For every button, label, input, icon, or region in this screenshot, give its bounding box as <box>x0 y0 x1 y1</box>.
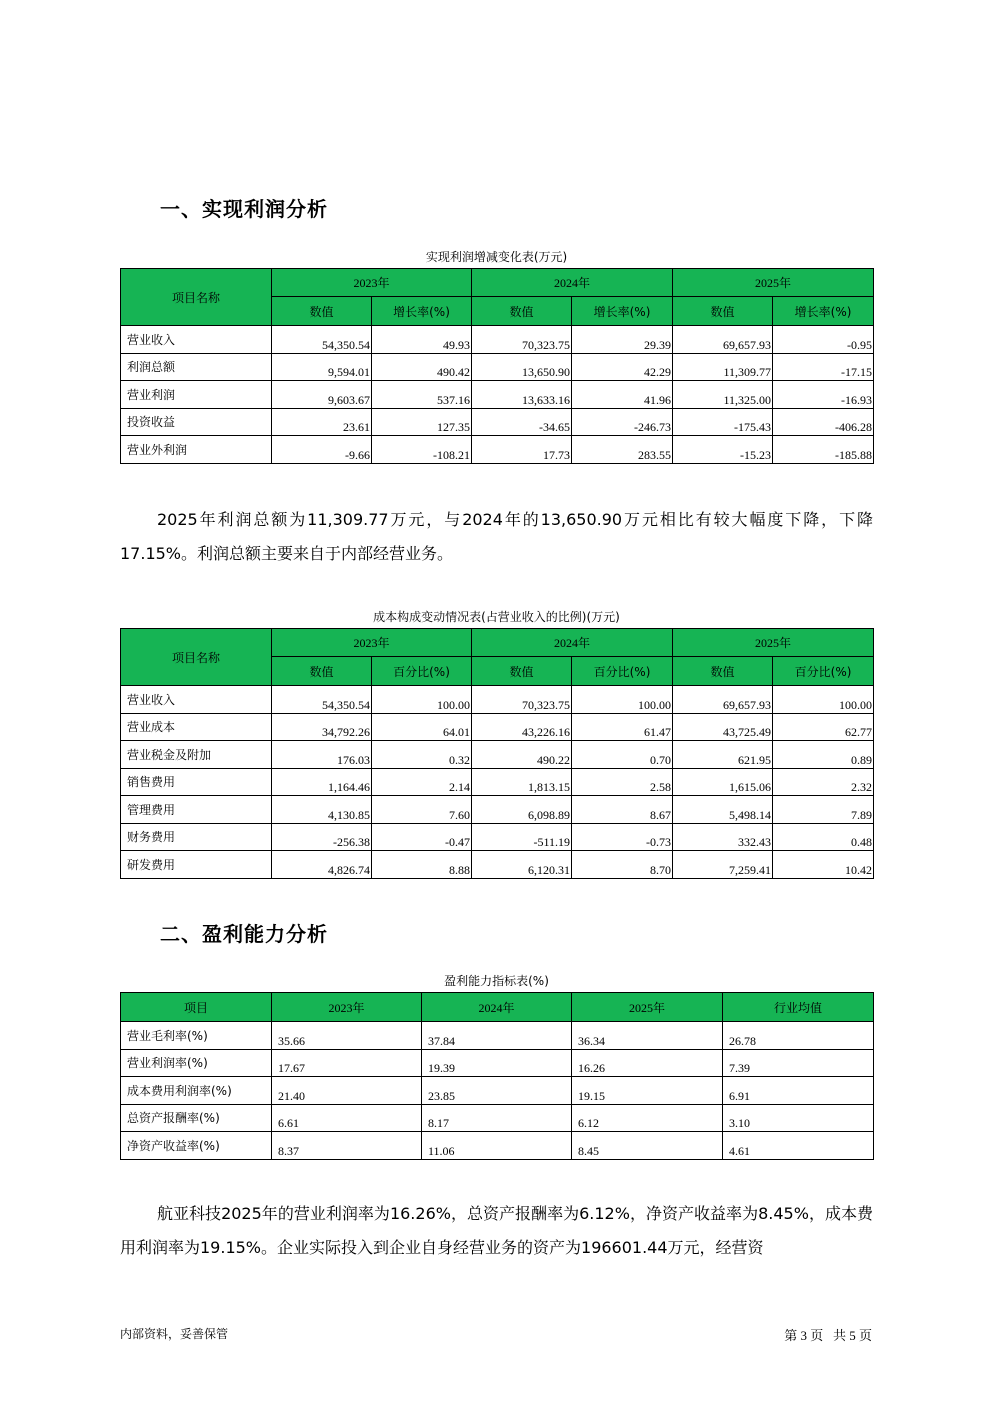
table-cell: -0.95 <box>773 326 874 354</box>
table-cell: 37.84 <box>422 1022 572 1050</box>
table-cell: -9.66 <box>272 436 372 464</box>
column-header: 行业均值 <box>723 993 874 1022</box>
table-cell: 2.32 <box>773 768 874 796</box>
table-row <box>121 408 874 436</box>
table-cell: 26.78 <box>723 1022 874 1050</box>
sub-header: 百分比(%) <box>773 657 874 686</box>
table-cell: 54,350.54 <box>272 686 372 714</box>
table-cell: 8.70 <box>572 851 673 879</box>
row-label: 投资收益 <box>121 408 272 436</box>
table-row <box>121 326 874 354</box>
table-cell: -175.43 <box>673 408 773 436</box>
row-label: 营业利润率(%) <box>121 1049 272 1077</box>
table-cell: 11,309.77 <box>673 353 773 381</box>
column-header: 2025年 <box>572 993 723 1022</box>
table-cell: -246.73 <box>572 408 673 436</box>
table-cell: 35.66 <box>272 1022 422 1050</box>
row-label: 营业外利润 <box>121 436 272 464</box>
table-cell: 7.39 <box>723 1049 874 1077</box>
row-label: 财务费用 <box>121 823 272 851</box>
row-label: 成本费用利润率(%) <box>121 1077 272 1105</box>
table-cell: 17.73 <box>472 436 572 464</box>
table-cell: 64.01 <box>372 713 472 741</box>
table-cell: 6.61 <box>272 1104 422 1132</box>
row-label: 营业成本 <box>121 713 272 741</box>
table-row <box>121 1132 874 1160</box>
table-row <box>121 796 874 824</box>
sub-header: 数值 <box>472 297 572 326</box>
table-cell: 62.77 <box>773 713 874 741</box>
table-row <box>121 768 874 796</box>
table-cell: -511.19 <box>472 823 572 851</box>
table-cell: 8.88 <box>372 851 472 879</box>
table-cell: 29.39 <box>572 326 673 354</box>
profit-paragraph <box>120 503 873 571</box>
profit-change-table <box>120 268 874 464</box>
sub-header: 增长率(%) <box>372 297 472 326</box>
table-row <box>121 381 874 409</box>
table-row <box>121 741 874 769</box>
section2-heading: 二、盈利能力分析 <box>160 922 328 946</box>
paragraph-text: 航亚科技2025年的营业利润率为16.26%，总资产报酬率为6.12%，净资产收益率为8.45%，成本费用利润率为19.15%。企业实际投入到企业自身经营业务的资产为196601.44万元，经营资 <box>120 1204 873 1257</box>
table-row <box>121 353 874 381</box>
sub-header: 数值 <box>673 297 773 326</box>
table-cell: 332.43 <box>673 823 773 851</box>
table-cell: 8.37 <box>272 1132 422 1160</box>
table-cell: 127.35 <box>372 408 472 436</box>
table-cell: 34,792.26 <box>272 713 372 741</box>
table-cell: 100.00 <box>773 686 874 714</box>
table-cell: 42.29 <box>572 353 673 381</box>
table-row <box>121 823 874 851</box>
sub-header: 数值 <box>272 657 372 686</box>
table-cell: 11.06 <box>422 1132 572 1160</box>
table-cell: 100.00 <box>372 686 472 714</box>
year-header: 2023年 <box>272 269 472 297</box>
table-cell: 3.10 <box>723 1104 874 1132</box>
table-row <box>121 1104 874 1132</box>
table-cell: 6.91 <box>723 1077 874 1105</box>
year-header: 2025年 <box>673 269 874 297</box>
table-row <box>121 1077 874 1105</box>
table-cell: -15.23 <box>673 436 773 464</box>
table-cell: -34.65 <box>472 408 572 436</box>
table-cell: 8.45 <box>572 1132 723 1160</box>
row-label: 营业收入 <box>121 326 272 354</box>
year-header: 2023年 <box>272 629 472 657</box>
table-cell: 13,650.90 <box>472 353 572 381</box>
profitability-table <box>120 992 874 1160</box>
table-cell: 49.93 <box>372 326 472 354</box>
table-cell: 8.17 <box>422 1104 572 1132</box>
table-cell: 41.96 <box>572 381 673 409</box>
item-name-header: 项目名称 <box>121 269 272 326</box>
table-cell: 43,725.49 <box>673 713 773 741</box>
table-row <box>121 1022 874 1050</box>
table-cell: 69,657.93 <box>673 326 773 354</box>
table-row <box>121 686 874 714</box>
sub-header: 数值 <box>673 657 773 686</box>
table-cell: 36.34 <box>572 1022 723 1050</box>
table-cell: -108.21 <box>372 436 472 464</box>
table-cell: 23.85 <box>422 1077 572 1105</box>
table-cell: 621.95 <box>673 741 773 769</box>
year-header: 2024年 <box>472 629 673 657</box>
sub-header: 数值 <box>272 297 372 326</box>
row-label: 研发费用 <box>121 851 272 879</box>
table-cell: 69,657.93 <box>673 686 773 714</box>
table-cell: -0.73 <box>572 823 673 851</box>
table-cell: 70,323.75 <box>472 326 572 354</box>
row-label: 利润总额 <box>121 353 272 381</box>
table-cell: 9,603.67 <box>272 381 372 409</box>
section1-heading: 一、实现利润分析 <box>160 197 328 221</box>
sub-header: 数值 <box>472 657 572 686</box>
table-cell: 17.67 <box>272 1049 422 1077</box>
table-cell: 54,350.54 <box>272 326 372 354</box>
table-cell: 7.60 <box>372 796 472 824</box>
table-row <box>121 713 874 741</box>
footer-page-number: 第 3 页 共 5 页 <box>784 1328 872 1343</box>
sub-header: 百分比(%) <box>372 657 472 686</box>
year-header: 2025年 <box>673 629 874 657</box>
table-cell: 6,098.89 <box>472 796 572 824</box>
row-label: 营业税金及附加 <box>121 741 272 769</box>
sub-header: 增长率(%) <box>773 297 874 326</box>
table-cell: 19.39 <box>422 1049 572 1077</box>
table-cell: 537.16 <box>372 381 472 409</box>
row-label: 管理费用 <box>121 796 272 824</box>
table-cell: -185.88 <box>773 436 874 464</box>
table-cell: 0.48 <box>773 823 874 851</box>
row-label: 净资产收益率(%) <box>121 1132 272 1160</box>
table-cell: 13,633.16 <box>472 381 572 409</box>
table-cell: 2.14 <box>372 768 472 796</box>
table-cell: 19.15 <box>572 1077 723 1105</box>
table-cell: -256.38 <box>272 823 372 851</box>
table-cell: 100.00 <box>572 686 673 714</box>
year-header: 2024年 <box>472 269 673 297</box>
table-cell: 1,813.15 <box>472 768 572 796</box>
item-name-header: 项目名称 <box>121 629 272 686</box>
profitability-paragraph <box>120 1197 873 1265</box>
table-cell: 11,325.00 <box>673 381 773 409</box>
table-cell: 283.55 <box>572 436 673 464</box>
table-cell: 7,259.41 <box>673 851 773 879</box>
table-cell: 490.42 <box>372 353 472 381</box>
table-row <box>121 1049 874 1077</box>
table-cell: 2.58 <box>572 768 673 796</box>
column-header: 2023年 <box>272 993 422 1022</box>
table-cell: 4.61 <box>723 1132 874 1160</box>
table-cell: 7.89 <box>773 796 874 824</box>
table3-caption: 盈利能力指标表(%) <box>444 974 549 988</box>
table2-caption: 成本构成变动情况表(占营业收入的比例)(万元) <box>373 610 620 624</box>
table-cell: 70,323.75 <box>472 686 572 714</box>
row-label: 销售费用 <box>121 768 272 796</box>
table-cell: -0.47 <box>372 823 472 851</box>
table-cell: 10.42 <box>773 851 874 879</box>
column-header: 项目 <box>121 993 272 1022</box>
table-cell: 490.22 <box>472 741 572 769</box>
row-label: 营业收入 <box>121 686 272 714</box>
table-cell: 0.70 <box>572 741 673 769</box>
table-cell: 1,615.06 <box>673 768 773 796</box>
table-cell: 5,498.14 <box>673 796 773 824</box>
paragraph-text: 2025年利润总额为11,309.77万元，与2024年的13,650.90万元相比有较大幅度下降，下降17.15%。利润总额主要来自于内部经营业务。 <box>120 510 873 563</box>
sub-header: 百分比(%) <box>572 657 673 686</box>
table-cell: 0.32 <box>372 741 472 769</box>
table-cell: 9,594.01 <box>272 353 372 381</box>
table-cell: 176.03 <box>272 741 372 769</box>
table-cell: 6.12 <box>572 1104 723 1132</box>
table1-caption: 实现利润增减变化表(万元) <box>425 250 568 264</box>
table-cell: -16.93 <box>773 381 874 409</box>
table-cell: 43,226.16 <box>472 713 572 741</box>
table-cell: 23.61 <box>272 408 372 436</box>
table-cell: 6,120.31 <box>472 851 572 879</box>
table-cell: 8.67 <box>572 796 673 824</box>
sub-header: 增长率(%) <box>572 297 673 326</box>
table-cell: 4,826.74 <box>272 851 372 879</box>
table-cell: 61.47 <box>572 713 673 741</box>
table-cell: 0.89 <box>773 741 874 769</box>
table-cell: 16.26 <box>572 1049 723 1077</box>
table-cell: 4,130.85 <box>272 796 372 824</box>
row-label: 营业利润 <box>121 381 272 409</box>
table-cell: -17.15 <box>773 353 874 381</box>
footer-confidential: 内部资料，妥善保管 <box>120 1327 229 1341</box>
table-row <box>121 851 874 879</box>
table-row <box>121 436 874 464</box>
table-cell: 1,164.46 <box>272 768 372 796</box>
table-cell: -406.28 <box>773 408 874 436</box>
row-label: 营业毛利率(%) <box>121 1022 272 1050</box>
column-header: 2024年 <box>422 993 572 1022</box>
row-label: 总资产报酬率(%) <box>121 1104 272 1132</box>
table-cell: 21.40 <box>272 1077 422 1105</box>
cost-structure-table <box>120 628 874 879</box>
